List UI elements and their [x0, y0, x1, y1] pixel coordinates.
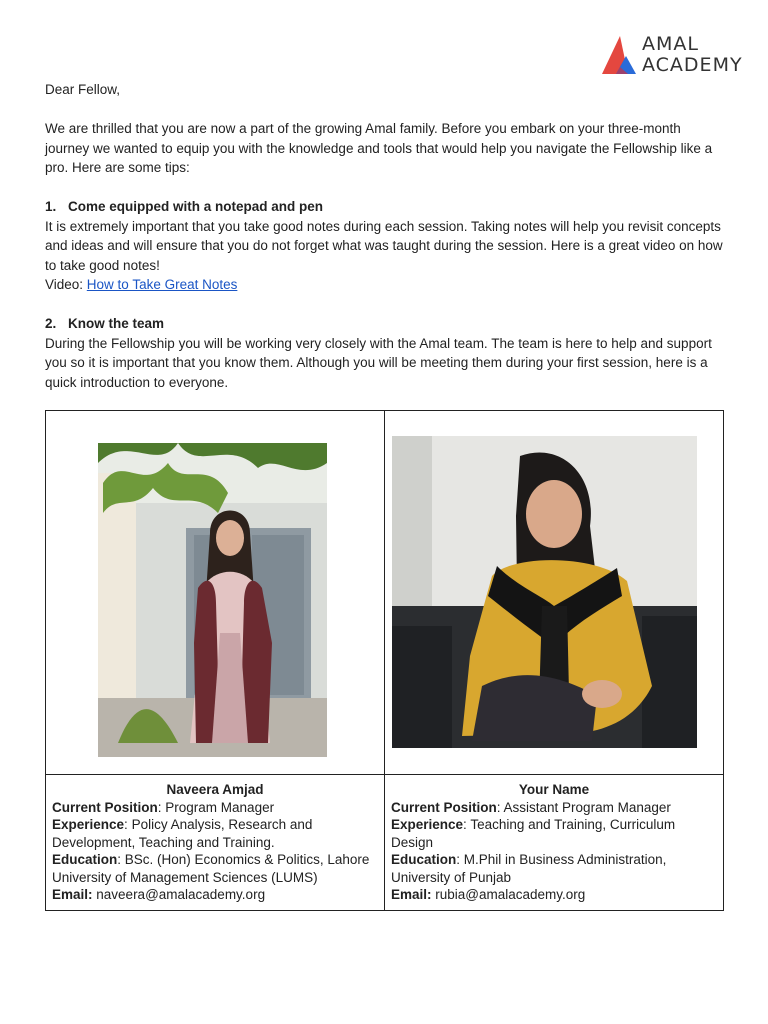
logo-line-1: AMAL [642, 33, 699, 55]
email-label: Email: [391, 887, 432, 902]
logo-line-2: ACADEMY [642, 54, 743, 76]
member-name: Naveera Amjad [166, 782, 264, 797]
letter-body [45, 80, 725, 392]
member-education: Education: BSc. (Hon) Economics & Politics, Lahore University of Management Sciences (LUMS) [52, 852, 370, 885]
team-photo-cell-1 [46, 411, 385, 775]
position-value: Assistant Program Manager [503, 799, 671, 815]
member-education: Education: M.Phil in Business Administration, University of Punjab [391, 852, 667, 885]
email-value[interactable]: naveera@amalacademy.org [96, 887, 266, 902]
experience-value: Teaching and Training, Curriculum Design [391, 817, 676, 850]
email-value[interactable]: rubia@amalacademy.org [435, 887, 586, 902]
member-email [52, 886, 378, 904]
position-label: Current Position [391, 799, 497, 815]
video-line [45, 275, 725, 295]
team-table [45, 410, 724, 911]
tip-2-number: 2. [45, 316, 57, 331]
member-email [391, 886, 717, 904]
education-value: BSc. (Hon) Economics & Politics, Lahore University of Management Sciences (LUMS) [52, 852, 370, 885]
tip-2-title: Know the team [68, 316, 165, 331]
logo-wordmark [642, 34, 743, 76]
education-label: Education [391, 852, 457, 867]
member-position: Current Position: Assistant Program Manager [391, 799, 671, 815]
tip-1-number: 1. [45, 199, 57, 214]
position-label: Current Position [52, 799, 158, 815]
amal-academy-logo [602, 33, 743, 78]
experience-value: Policy Analysis, Research and Development, Teaching and Training. [52, 817, 313, 850]
team-member-info-2 [385, 775, 724, 911]
tip-1-title: Come equipped with a notepad and pen [68, 199, 324, 214]
tip-1-heading [45, 197, 725, 217]
member-name: Your Name [518, 782, 590, 797]
logo-triangle-icon [602, 36, 638, 76]
experience-label: Experience [391, 817, 464, 832]
education-value: M.Phil in Business Administration, University of Punjab [391, 852, 667, 885]
member-experience: Experience: Teaching and Training, Curriculum Design [391, 817, 676, 850]
member-experience: Experience: Policy Analysis, Research and Development, Teaching and Training. [52, 817, 313, 850]
video-label: Video: [45, 277, 87, 292]
video-link[interactable]: How to Take Great Notes [86, 277, 238, 292]
email-label: Email: [52, 887, 93, 902]
intro-paragraph: We are thrilled that you are now a part of the growing Amal family. Before you embark on your three-month journey we wanted to equip you with the knowledge and tools that would help you navigate the Fellowship like a pro. Here are some tips: [45, 121, 713, 175]
member-position: Current Position: Program Manager [52, 799, 275, 815]
education-label: Education [52, 852, 118, 867]
tip-2-body: During the Fellowship you will be working very closely with the Amal team. The team is here to help and support you so it is important that you know them. Although you will be meeting them during your first session, here is a quick introduction to everyone. [45, 335, 712, 390]
position-value: Program Manager [165, 799, 275, 815]
greeting: Dear Fellow, [45, 82, 121, 97]
team-photo-naveera [98, 443, 327, 757]
team-photo-cell-2 [385, 411, 724, 775]
tip-2-heading [45, 314, 725, 334]
experience-label: Experience [52, 817, 125, 832]
tip-1-body: It is extremely important that you take good notes during each session. Taking notes will help you revisit concepts and ideas and will ensure that you do not forget what was taught during the session. Here is a great video on how to take good notes! [45, 218, 723, 273]
team-photo-your-name [392, 436, 697, 748]
team-member-info-1 [46, 775, 385, 911]
